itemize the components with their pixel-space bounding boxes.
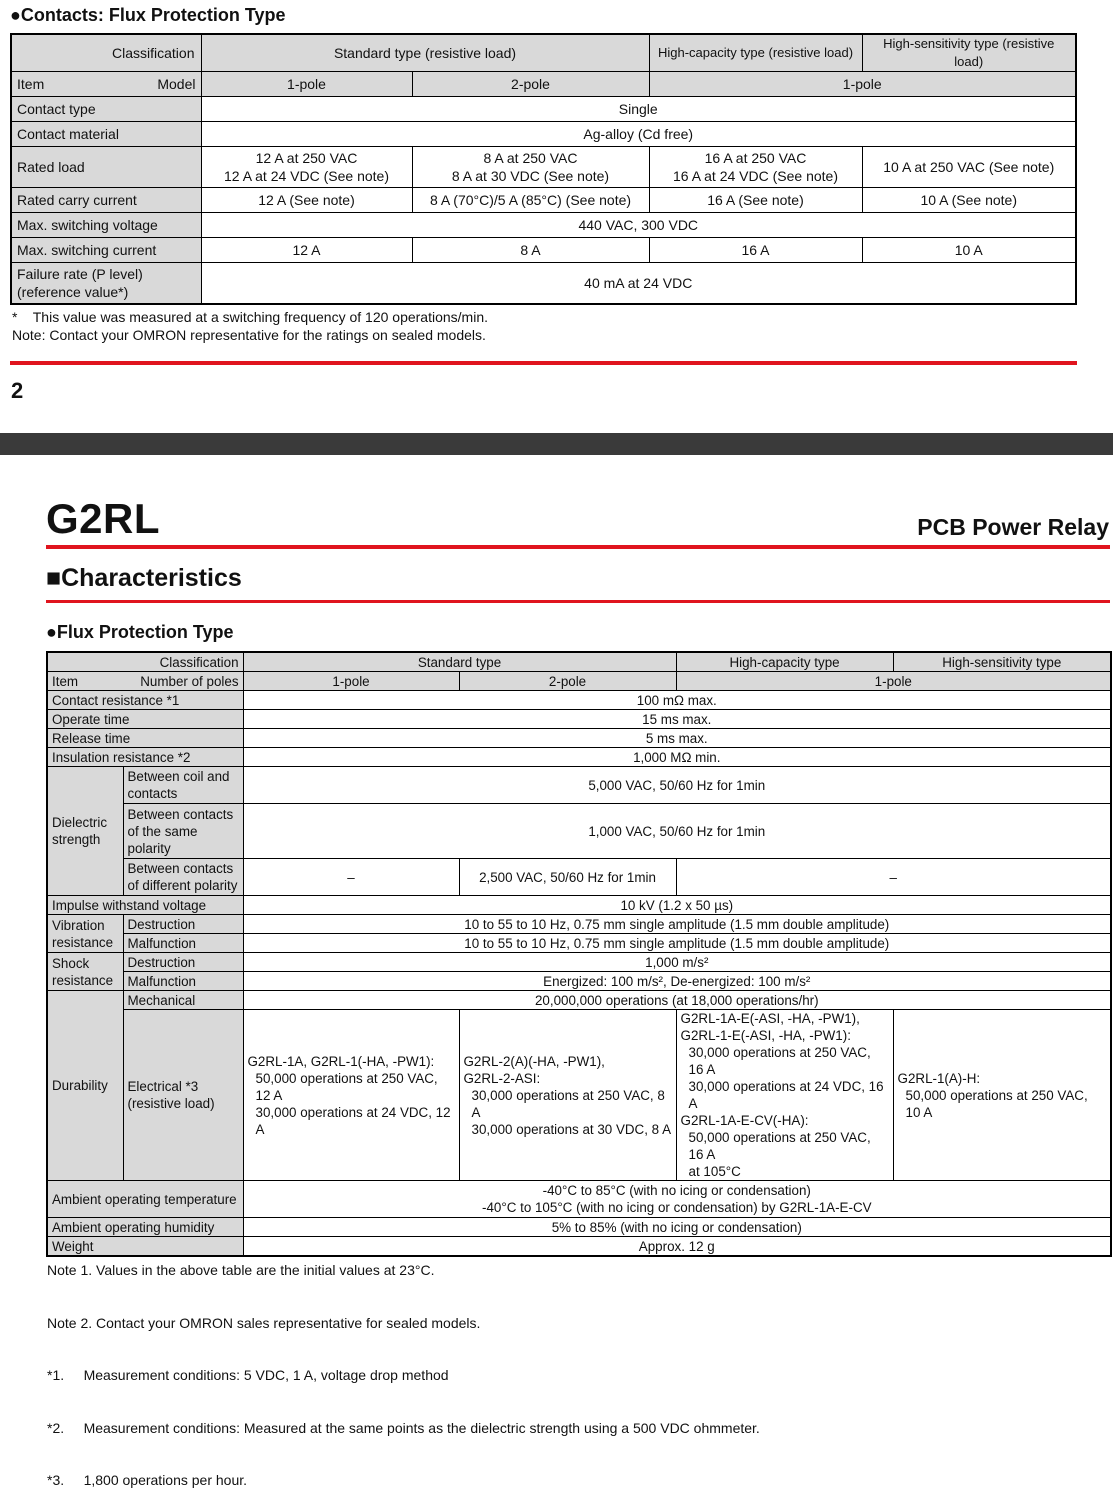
classification-header: Classification — [47, 652, 243, 672]
col-high-capacity: High-capacity type (resistive load) — [649, 34, 862, 72]
cell-value: 5,000 VAC, 50/60 Hz for 1min — [243, 767, 1111, 804]
cell-value: 5 ms max. — [243, 729, 1111, 748]
characteristics-table — [46, 651, 1112, 1257]
classification-header: Classification — [11, 34, 201, 72]
cell-value: – — [243, 859, 459, 896]
red-rule — [10, 361, 1077, 365]
cell-value: – — [676, 859, 1111, 896]
cell-value: G2RL-1A, G2RL-1(-HA, -PW1): 50,000 operations at 250 VAC, 12 A 30,000 operations at 24 VDC, 12 A — [243, 1010, 459, 1181]
cell-value: 15 ms max. — [243, 710, 1111, 729]
col-high-sensitivity: High-sensitivity type (resistive load) — [862, 34, 1076, 72]
cell-value: 5% to 85% (with no icing or condensation) — [243, 1218, 1111, 1237]
notes-block — [47, 1227, 760, 1507]
row-label: Release time — [47, 729, 243, 748]
note-line: *1. Measurement conditions: 5 VDC, 1 A, voltage drop method — [47, 1367, 449, 1383]
cell-value: 1,000 VAC, 50/60 Hz for 1min — [243, 804, 1111, 859]
item-model-header: Item Model — [11, 72, 201, 97]
cell-value: 440 VAC, 300 VDC — [201, 213, 1076, 238]
row-label: Rated load — [11, 147, 201, 188]
sub-label: Destruction — [123, 915, 243, 934]
row-label: Contact resistance *1 — [47, 691, 243, 710]
row-label: Failure rate (P level) (reference value*) — [11, 263, 201, 305]
product-description: PCB Power Relay — [917, 514, 1109, 540]
row-group-label: Shock resistance — [47, 953, 123, 991]
cell-value: G2RL-2(A)(-HA, -PW1), G2RL-2-ASI: 30,000 operations at 250 VAC, 8 A 30,000 operations at 30 VDC, 8 A — [459, 1010, 676, 1181]
row-label: Weight — [47, 1237, 243, 1257]
cell-value: -40°C to 85°C (with no icing or condensation) -40°C to 105°C (with no icing or condensation) by G2RL-1A-E-CV — [243, 1181, 1111, 1218]
cell-value: 100 mΩ max. — [243, 691, 1111, 710]
cell-value: 8 A — [412, 238, 649, 263]
red-rule — [46, 600, 1110, 603]
sub-label: Malfunction — [123, 972, 243, 991]
note-line: *2. Measurement conditions: Measured at the same points as the dielectric strength using a 500 VDC ohmmeter. — [47, 1419, 760, 1436]
cell-value: G2RL-1A-E(-ASI, -HA, -PW1), G2RL-1-E(-ASI, -HA, -PW1): 30,000 operations at 250 VAC, 16 A 30,000 operations at 24 VDC, 16 A G2RL-1A-E-CV(-HA): 50,000 operations at 250 VAC, 16 A at 105°C — [676, 1010, 893, 1181]
pole-2: 2-pole — [412, 72, 649, 97]
cell-value: 12 A at 250 VAC 12 A at 24 VDC (See note) — [201, 147, 412, 188]
cell-value: 12 A — [201, 238, 412, 263]
note-line: Note 1. Values in the above table are the initial values at 23°C. — [47, 1262, 435, 1278]
cell-value: 10 to 55 to 10 Hz, 0.75 mm single amplitude (1.5 mm double amplitude) — [243, 934, 1111, 953]
row-group-label: Dielectric strength — [47, 767, 123, 896]
pole-1: 1-pole — [243, 672, 459, 691]
note: Note: Contact your OMRON representative for the ratings on sealed models. — [12, 327, 486, 343]
cell-value: 20,000,000 operations (at 18,000 operations/hr) — [243, 991, 1111, 1010]
row-label: Contact material — [11, 122, 201, 147]
page-number: 2 — [11, 378, 24, 403]
cell-value: 1,000 m/s² — [243, 953, 1111, 972]
cell-value: Approx. 12 g — [243, 1237, 1111, 1257]
item-poles-header: Item Number of poles — [47, 672, 243, 691]
cell-value: Energized: 100 m/s², De-energized: 100 m/s² — [243, 972, 1111, 991]
row-group-label: Vibration resistance — [47, 915, 123, 953]
pole-1b: 1-pole — [649, 72, 1076, 97]
cell-value: 1,000 MΩ min. — [243, 748, 1111, 767]
cell-value: 16 A (See note) — [649, 188, 862, 213]
sub-label: Between coil and contacts — [123, 767, 243, 804]
row-label: Ambient operating temperature — [47, 1181, 243, 1218]
note-line: Note 2. Contact your OMRON sales representative for sealed models. — [47, 1314, 481, 1331]
sub-label: Between contacts of the same polarity — [123, 804, 243, 859]
cell-value: 16 A — [649, 238, 862, 263]
cell-value: 10 kV (1.2 x 50 µs) — [243, 896, 1111, 915]
col-standard: Standard type (resistive load) — [201, 34, 649, 72]
pole-1: 1-pole — [201, 72, 412, 97]
cell-value: 16 A at 250 VAC 16 A at 24 VDC (See note) — [649, 147, 862, 188]
sub-label: Destruction — [123, 953, 243, 972]
contacts-table — [10, 33, 1077, 305]
cell-value: 10 to 55 to 10 Hz, 0.75 mm single amplitude (1.5 mm double amplitude) — [243, 915, 1111, 934]
cell-value: 8 A at 250 VAC 8 A at 30 VDC (See note) — [412, 147, 649, 188]
section-heading-contacts: ●Contacts: Flux Protection Type — [10, 5, 286, 25]
col-high-capacity: High-capacity type — [676, 652, 893, 672]
product-title: G2RL — [46, 495, 161, 542]
section-heading-flux: ●Flux Protection Type — [46, 622, 234, 642]
row-label: Contact type — [11, 97, 201, 122]
cell-value: 10 A at 250 VAC (See note) — [862, 147, 1076, 188]
row-label: Rated carry current — [11, 188, 201, 213]
row-label: Impulse withstand voltage — [47, 896, 243, 915]
section-title: ■Characteristics — [46, 564, 242, 592]
row-label: Ambient operating humidity — [47, 1218, 243, 1237]
cell-value: 12 A (See note) — [201, 188, 412, 213]
row-group-label: Durability — [47, 991, 123, 1181]
cell-value: 10 A — [862, 238, 1076, 263]
cell-value: 2,500 VAC, 50/60 Hz for 1min — [459, 859, 676, 896]
col-standard: Standard type — [243, 652, 676, 672]
cell-value: G2RL-1(A)-H: 50,000 operations at 250 VAC, 10 A — [893, 1010, 1111, 1181]
note-line: *3. 1,800 operations per hour. — [47, 1472, 248, 1488]
cell-value: 10 A (See note) — [862, 188, 1076, 213]
pole-1b: 1-pole — [676, 672, 1111, 691]
row-label: Insulation resistance *2 — [47, 748, 243, 767]
row-label: Operate time — [47, 710, 243, 729]
sub-label: Mechanical — [123, 991, 243, 1010]
cell-value: 8 A (70°C)/5 A (85°C) (See note) — [412, 188, 649, 213]
page-break — [0, 433, 1113, 455]
cell-value: Single — [201, 97, 1076, 122]
row-label: Max. switching current — [11, 238, 201, 263]
row-label: Max. switching voltage — [11, 213, 201, 238]
footnote: * This value was measured at a switching frequency of 120 operations/min. — [12, 309, 488, 325]
cell-value: 40 mA at 24 VDC — [201, 263, 1076, 305]
sub-label: Electrical *3 (resistive load) — [123, 1010, 243, 1181]
sub-label: Between contacts of different polarity — [123, 859, 243, 896]
pole-2: 2-pole — [459, 672, 676, 691]
red-rule — [46, 545, 1110, 549]
col-high-sensitivity: High-sensitivity type — [893, 652, 1111, 672]
cell-value: Ag-alloy (Cd free) — [201, 122, 1076, 147]
sub-label: Malfunction — [123, 934, 243, 953]
